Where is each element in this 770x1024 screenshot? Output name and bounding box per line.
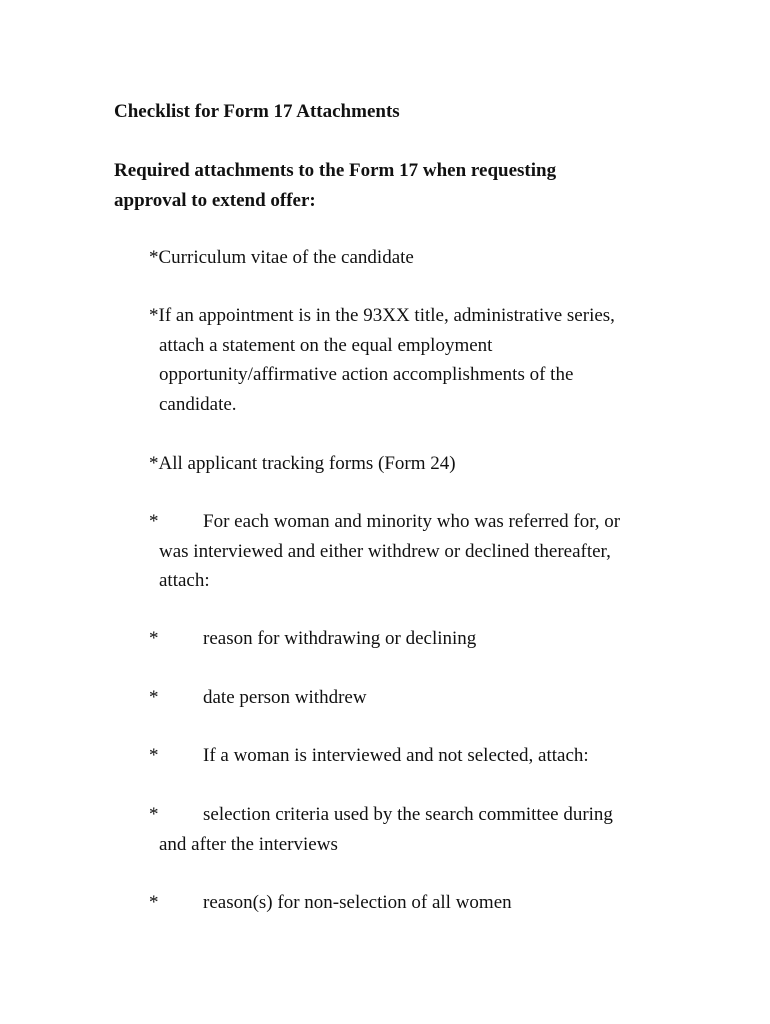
checklist-item-women-minorities (149, 507, 620, 596)
item-line: * selection criteria used by the search committee during (149, 800, 613, 830)
checklist-item-date-withdrew (149, 683, 367, 713)
document-title: Checklist for Form 17 Attachments (114, 101, 400, 122)
item-line: opportunity/affirmative action accomplishments of the (159, 364, 574, 385)
bullet-star: * (149, 892, 159, 913)
item-line: *Curriculum vitae of the candidate (149, 247, 414, 268)
checklist-item-93xx (149, 301, 615, 419)
item-line: * date person withdrew (149, 683, 367, 713)
item-line: candidate. (159, 393, 237, 415)
item-line: attach: (159, 570, 210, 591)
checklist-item-non-selection-reasons (149, 888, 512, 918)
bullet-star: * (149, 804, 159, 825)
item-line: * reason(s) for non-selection of all women (149, 888, 512, 918)
intro-heading (114, 156, 634, 215)
checklist-item-cv (149, 243, 414, 273)
item-line: * For each woman and minority who was referred for, or (149, 507, 620, 537)
item-line: * reason for withdrawing or declining (149, 624, 476, 654)
item-line: and after the interviews (159, 833, 338, 855)
checklist-item-selection-criteria (149, 800, 613, 859)
bullet-star: * (149, 687, 159, 708)
item-line: attach a statement on the equal employment (159, 334, 493, 356)
checklist-item-tracking-forms (149, 449, 456, 479)
item-line: was interviewed and either withdrew or declined thereafter, (159, 540, 611, 562)
item-line: * If a woman is interviewed and not selected, attach: (149, 741, 589, 771)
checklist-item-reason-withdrawing (149, 624, 476, 654)
intro-line-2: approval to extend offer: (114, 189, 316, 211)
item-line: *If an appointment is in the 93XX title, administrative series, (149, 305, 615, 326)
item-line: *All applicant tracking forms (Form 24) (149, 453, 456, 474)
checklist-item-woman-not-selected (149, 741, 589, 771)
bullet-star: * (149, 511, 159, 532)
bullet-star: * (149, 628, 159, 649)
intro-line-1: Required attachments to the Form 17 when requesting (114, 160, 557, 181)
bullet-star: * (149, 745, 159, 766)
